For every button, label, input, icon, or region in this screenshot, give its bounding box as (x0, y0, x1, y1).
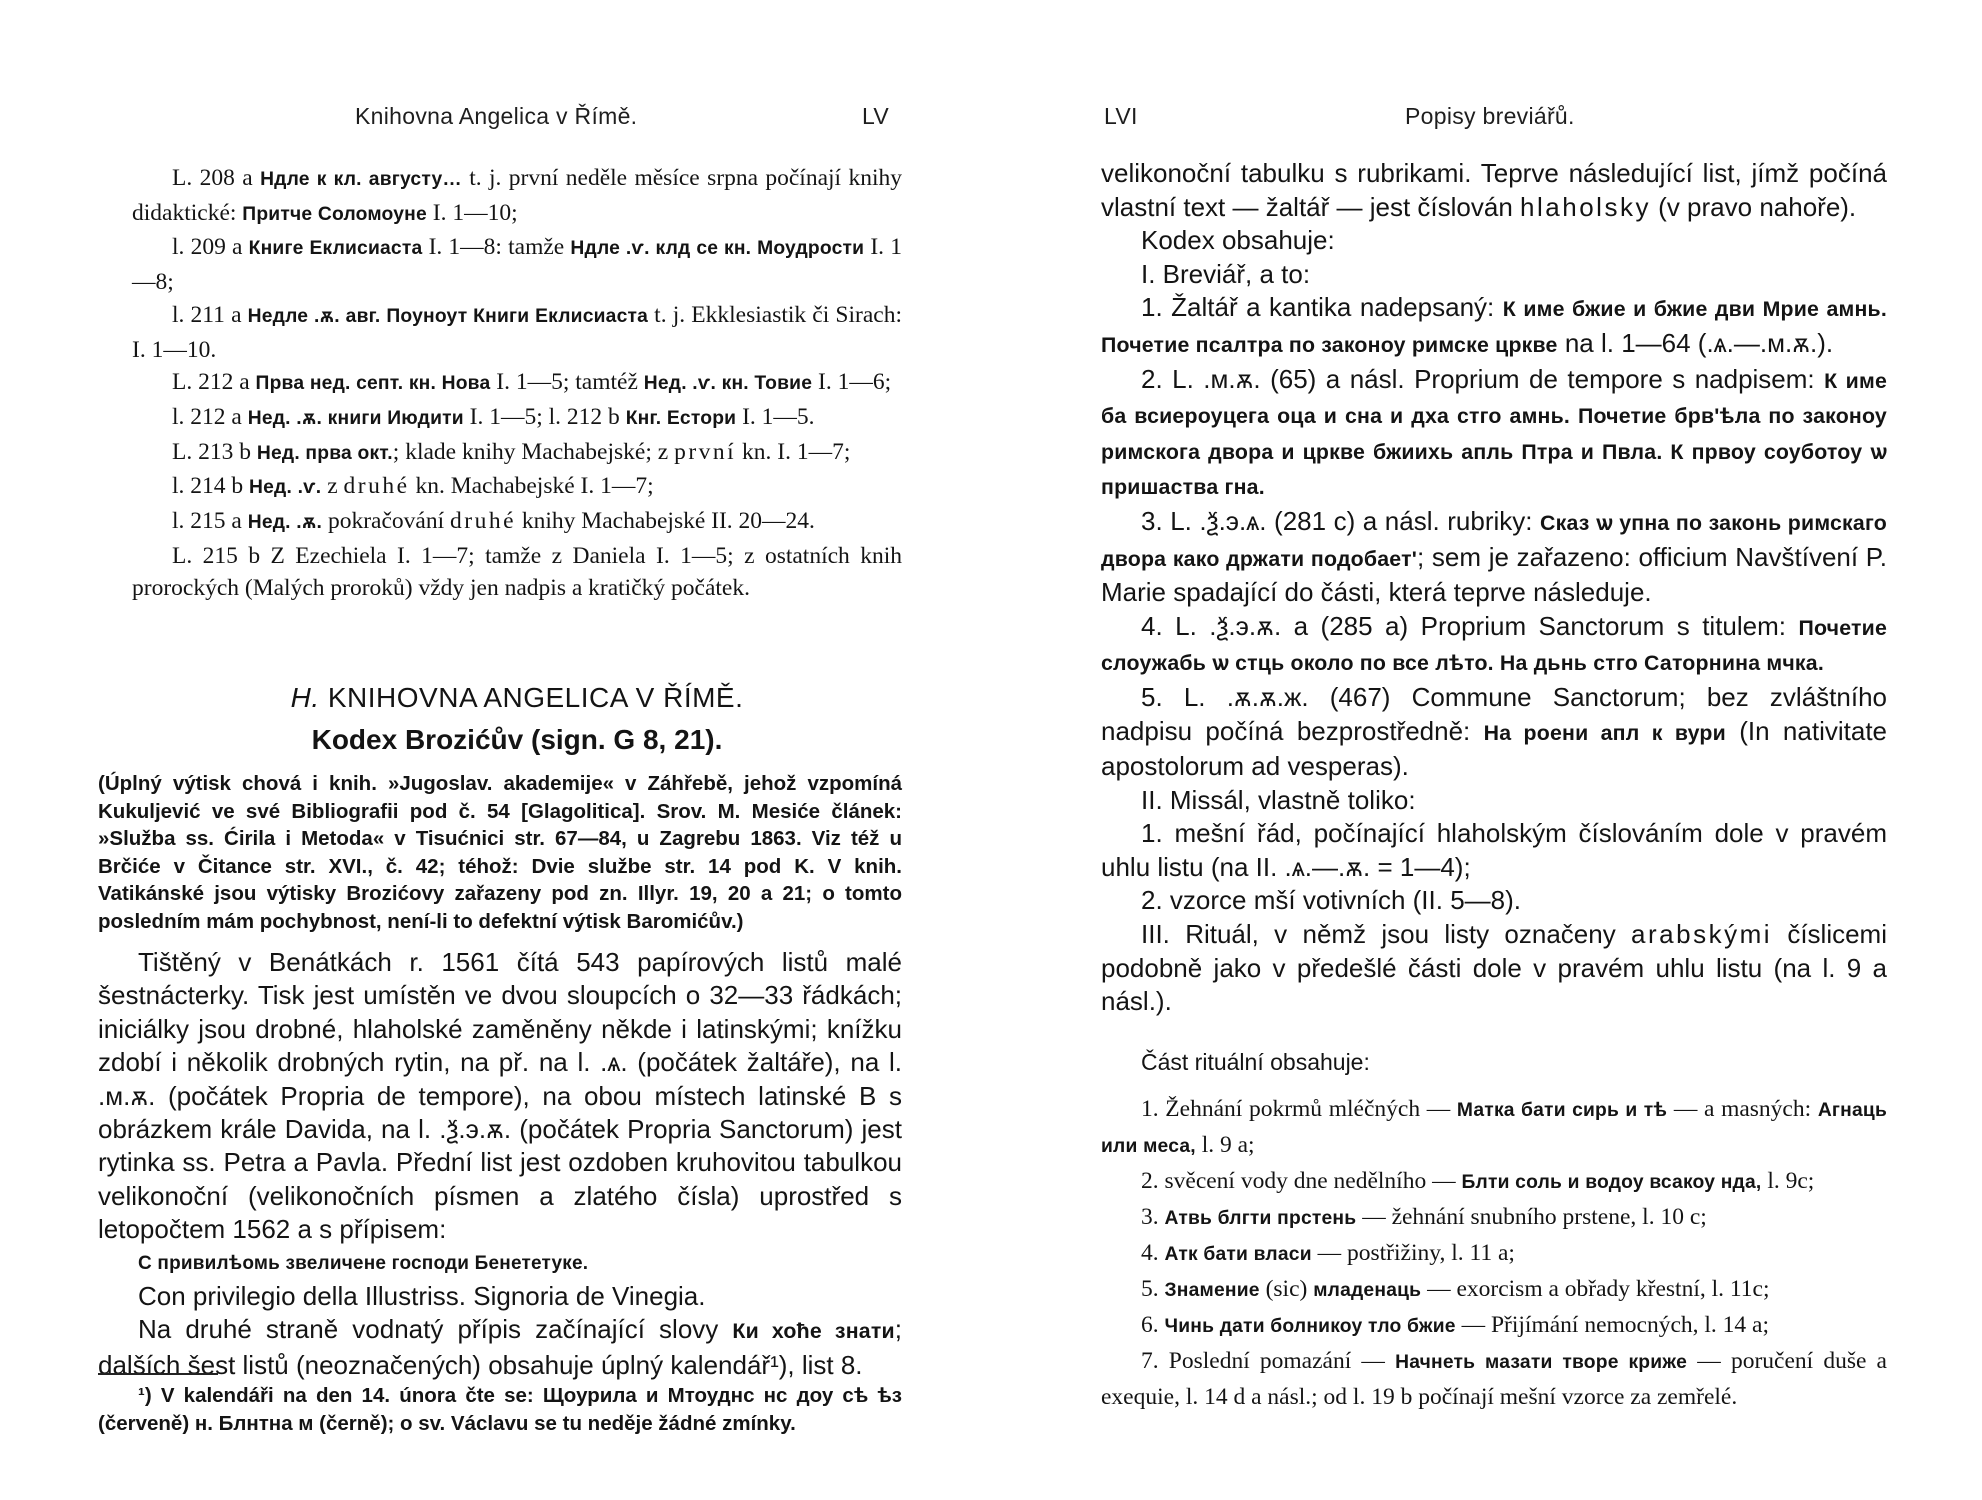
entry-9: L. 215 b Z Ezechiela I. 1—7; tamže z Daniela I. 1—5; z ostatních knih prorockých (Malých proroků) vždy jen nadpis a kratičký počátek. (132, 542, 902, 602)
entry-5: l. 212 a Нед. .ѫ. книги Июдити I. 1—5; l. 212 b Кнг. Естори I. 1—5. (172, 403, 815, 430)
ritual-item-3: 3. Атвь блгти прстень — žehnání snubního prstene, l. 10 c; (1141, 1204, 1707, 1230)
item-3: 3. L. .ѯ.э.ѧ. (281 c) a násl. rubriky: Сказ ѡ упна по законь римскаго двора како држати подобает'; sem je zařazeno: officium Navštívení P. Marie spadající do části, která teprve následuje. (1101, 505, 1887, 608)
item-1: 1. Žaltář a kantika nadepsaný: К име бжие и бжие дви Мрие амнь. Почетие псалтра по законоу римске цркве na l. 1—64 (.ѧ.—.м.ѫ.). (1101, 292, 1887, 358)
page-number: LV (862, 103, 890, 129)
right-page (991, 0, 1982, 1500)
footnote: ¹) V kalendáři na den 14. února čte se: Щоурила и Мтоуднс нс доу сѣ ѣз (červeně) н. Блнтна м (černě); o sv. Václavu se tu neděje žádné zmínky. (98, 1384, 902, 1435)
ritual-list (1101, 1092, 1887, 1415)
bibliographic-note: (Úplný výtisk chová i knih. »Jugoslav. akademije« v Záhřebě, jehož vzpomíná Kukuljević ve své Bibliografii pod č. 54 [Glagolitica]. Srov. M. Mesiće článek: »Služba ss. Ćirila i Metoda« v Tisućnici str. 67—84, u Zagrebu 1863. Viz též u Brčiće v Čitance str. XVI., č. 42; téhož: Dvie službe str. 14 pod K. V knih. Vatikánské jsou výtisky Brozićovy zařazeny pod zn. Illyr. 19, 20 a 21; o tomto posledním mám pochybnost, není-li to defektní výtisk Baromićův.) (98, 772, 902, 933)
contents-description (1101, 157, 1887, 1019)
running-head-title: Popisy breviářů. (1405, 103, 1575, 129)
ritual-item-7: 7. Poslední pomazání — Начнеть мазати творе крижe — poručení duše a exequie, l. 14 d a násl.; od l. 19 b počínají mešní vzorce za zemřelé. (1101, 1348, 1887, 1410)
kodex-obsahuje: Kodex obsahuje: (1141, 225, 1335, 256)
intro-paragraph: velikonoční tabulku s rubrikami. Teprve následující list, jímž počíná vlastní text — žaltář — jest číslován hlaholsky (v pravo nahoře). (1101, 158, 1887, 222)
entry-4: L. 212 a Прва нед. септ. кн. Нова I. 1—5; tamtéž Нед. .ѵ. кн. Товие I. 1—6; (172, 369, 892, 396)
entry-3: l. 211 a Недле .ѫ. авг. Поуноут Книги Еклисиаста t. j. Ekklesiastik či Sirach: I. 1—10. (132, 301, 902, 363)
page-number: LVI (1104, 103, 1138, 129)
ritual-item-1: 1. Žehnání pokrmů mléčných — Матка бати сирь и тѣ — a masných: Агнаць или меса, l. 9 a; (1101, 1096, 1887, 1158)
missal-heading: II. Missál, vlastně toliko: (1141, 784, 1416, 815)
breviar-heading: I. Breviář, a to: (1141, 258, 1311, 289)
glagolitic-inscription: С привилѣомь звеличене господи Бенететуке. (138, 1252, 589, 1274)
item-4: 4. L. .ѯ.э.ѫ. a (285 a) Proprium Sanctorum s titulem: Почетие слоужабь ѡ стць около по все лѣто. На дьнь стго Саторнина мчка. (1101, 610, 1887, 676)
missal-item-2: 2. vzorce mší votivních (II. 5—8). (1141, 885, 1521, 916)
ritual-heading: III. Rituál, v němž jsou listy označeny arabskými číslicemi podobně jako v předešlé části dole v pravém uhlu listu (na l. 9 a násl.). (1101, 919, 1887, 1017)
description-body (98, 946, 902, 1382)
body-paragraph-1: Tištěný v Benátkách r. 1561 čítá 543 papírových listů malé šestnácterky. Tisk jest umístěn ve dvou sloupcích o 32—33 řádkách; iniciálky jsou drobné, hlaholské zaměněny někde i latinskými; knížku zdobí i několik drobných rytin, na př. na l. .ѧ. (počátek žaltáře), na l. .м.ѫ. (počátek Propria de tempore), na obou místech latinské B s obrázkem krále Davida, na l. .ѯ.э.ѫ. (počátek Propria Sanctorum) jest rytinka ss. Petra a Pavla. Přední list jest ozdoben kruhovitou tabulkou velikonoční (velikonočních písmen a zlatého čísla) uprostřed s letopočtem 1562 a s přípisem: (98, 947, 902, 1245)
footnote-rule (98, 1373, 218, 1375)
ritual-item-6: 6. Чинь дати болникоу тло бжие — Přijímání nemocných, l. 14 a; (1141, 1312, 1769, 1338)
body-paragraph-2: Con privilegio della Illustriss. Signoria de Vinegia. (138, 1281, 706, 1312)
entry-2: l. 209 a Книге Еклисиаста I. 1—8: tamže Ндле .ѵ. клд се кн. Моудрости I. 1—8; (132, 234, 902, 296)
running-head-title: Knihovna Angelica v Římě. (355, 103, 638, 129)
entry-1: L. 208 a Ндле к кл. августу… t. j. první neděle měsíce srpna počínají knihy didaktické: Притче Соломоуне I. 1—10; (132, 165, 902, 226)
item-2: 2. L. .м.ѫ. (65) a násl. Proprium de tempore s nadpisem: К име ба всиероуцега оца и сна и дха стго амнь. Почетие брв'ѣла по законоу римскога двора и цркве бжиихь апль Птра и Пвла. К првоу соуботоу ѡ пришаства гна. (1101, 363, 1887, 500)
entries-list (132, 162, 902, 605)
ritual-item-4: 4. Атк бати власи — postřižiny, l. 11 a; (1141, 1240, 1515, 1266)
missal-item-1: 1. mešní řád, počínající hlaholským číslováním dole v pravém uhlu listu (na II. .ѧ.—.ѫ. = 1—4); (1101, 818, 1887, 882)
ritual-item-2: 2. svěcení vody dne nedělního — Блти соль и водоу всакоу нда, l. 9c; (1141, 1168, 1815, 1194)
codex-title: Kodex Brozićův (sign. G 8, 21). (311, 724, 723, 755)
entry-6: L. 213 b Нед. прва окт.; klade knihy Machabejské; z první kn. I. 1—7; (172, 438, 851, 465)
ritual-intro: Část rituální obsahuje: (1141, 1049, 1370, 1075)
item-5: 5. L. .ѫ.ѫ.ж. (467) Commune Sanctorum; bez zvláštního nadpisu počíná bezprostředně: На роени апл к вури (In nativitate apostolorum ad vesperas). (1101, 681, 1887, 782)
entry-7: l. 214 b Нед. .ѵ. z druhé kn. Machabejské I. 1—7; (172, 473, 654, 500)
entry-8: l. 215 a Нед. .ѫ. pokračování druhé knihy Machabejské II. 20—24. (172, 508, 815, 535)
ritual-item-5: 5. Знамение (sic) младенаць — exorcism a obřady křestní, l. 11c; (1141, 1276, 1770, 1302)
body-paragraph-3: Na druhé straně vodnatý přípis začínající slovy Ки хоће знати; dalších šest listů (neoznačených) obsahuje úplný kalendář¹), list 8. (98, 1314, 902, 1380)
section-heading: H. KNIHOVNA ANGELICA V ŘÍMĚ. (290, 682, 744, 713)
